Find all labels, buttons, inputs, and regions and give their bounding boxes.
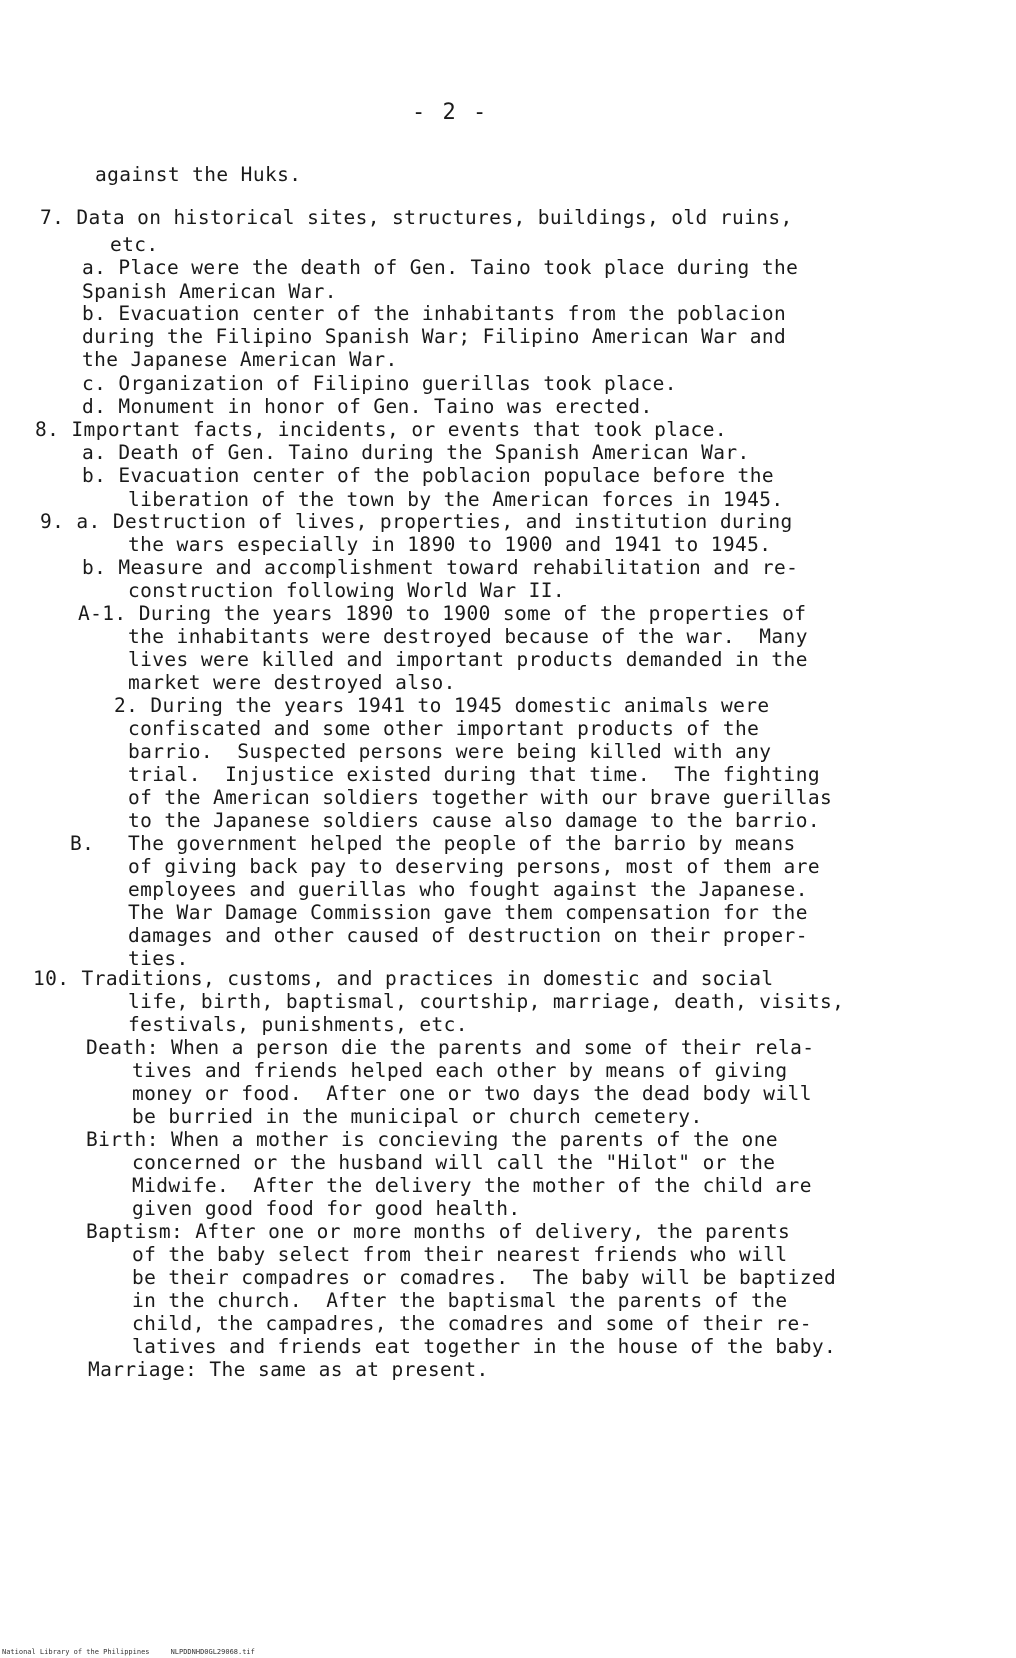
text-line: 8. Important facts, incidents, or events that took place. (35, 418, 727, 441)
text-line: festivals, punishments, etc. (128, 1013, 468, 1036)
text-line: construction following World War II. (128, 579, 566, 602)
footer-caption: National Library of the Philippines NLPDDNHD0GL29068.tif (2, 1648, 255, 1656)
text-line: d. Monument in honor of Gen. Taino was erected. (82, 395, 653, 418)
text-line: liberation of the town by the American forces in 1945. (128, 488, 784, 511)
text-line: given good food for good health. (132, 1197, 521, 1220)
text-line: b. Measure and accomplishment toward rehabilitation and re- (82, 556, 799, 579)
text-line: in the church. After the baptismal the parents of the (132, 1289, 788, 1312)
text-line: ties. (128, 947, 189, 970)
text-line: money or food. After one or two days the dead body will (132, 1082, 812, 1105)
text-line: Birth: When a mother is concieving the parents of the one (86, 1128, 778, 1151)
text-line: during the Filipino Spanish War; Filipino American War and (82, 325, 787, 348)
text-line: Baptism: After one or more months of delivery, the parents (86, 1220, 791, 1243)
text-line: of the American soldiers together with our brave guerillas (128, 786, 833, 809)
text-line: 7. Data on historical sites, structures, buildings, old ruins, (40, 206, 793, 229)
text-line: damages and other caused of destruction on their proper- (128, 924, 808, 947)
text-line: to the Japanese soldiers cause also damage to the barrio. (128, 809, 820, 832)
text-line: of the baby select from their nearest friends who will (132, 1243, 788, 1266)
text-line: Midwife. After the delivery the mother of the child are (132, 1174, 812, 1197)
text-line: b. Evacuation center of the poblacion populace before the (82, 464, 774, 487)
text-line: The War Damage Commission gave them compensation for the (128, 901, 808, 924)
text-line: be their compadres or comadres. The baby will be baptized (132, 1266, 837, 1289)
text-line: The government helped the people of the barrio by means (128, 832, 796, 855)
text-line: 2. During the years 1941 to 1945 domestic animals were (114, 694, 770, 717)
text-line: lives were killed and important products demanded in the (128, 648, 808, 671)
text-line: the wars especially in 1890 to 1900 and 1941 to 1945. (128, 533, 772, 556)
text-line: confiscated and some other important products of the (128, 717, 760, 740)
text-line: a. Death of Gen. Taino during the Spanish American War. (82, 441, 750, 464)
text-line: Marriage: The same as at present. (88, 1358, 489, 1381)
text-line: the Japanese American War. (82, 348, 398, 371)
section-label: B. (70, 832, 95, 855)
page-number: - 2 - (412, 100, 489, 125)
text-line: b. Evacuation center of the inhabitants from the poblacion (82, 302, 787, 325)
text-line: tives and friends helped each other by means of giving (132, 1059, 788, 1082)
text-line: Spanish American War. (82, 280, 337, 303)
text-line: a. Place were the death of Gen. Taino took place during the (82, 256, 799, 279)
text-line: against the Huks. (95, 163, 302, 186)
text-line: the inhabitants were destroyed because of the war. Many (128, 625, 808, 648)
text-line: A-1. During the years 1890 to 1900 some of the properties of (78, 602, 807, 625)
text-line: employees and guerillas who fought against the Japanese. (128, 878, 808, 901)
text-line: etc. (110, 233, 159, 256)
text-line: Death: When a person die the parents and some of their rela- (86, 1036, 815, 1059)
text-line: of giving back pay to deserving persons, most of them are (128, 855, 820, 878)
text-line: trial. Injustice existed during that time. The fighting (128, 763, 820, 786)
text-line: c. Organization of Filipino guerillas took place. (82, 372, 677, 395)
text-line: latives and friends eat together in the house of the baby. (132, 1335, 837, 1358)
text-line: 10. Traditions, customs, and practices in domestic and social (33, 967, 774, 990)
text-line: be burried in the municipal or church cemetery. (132, 1105, 703, 1128)
text-line: 9. a. Destruction of lives, properties, and institution during (40, 510, 793, 533)
text-line: concerned or the husband will call the "Hilot" or the (132, 1151, 776, 1174)
text-line: child, the campadres, the comadres and some of their re- (132, 1312, 812, 1335)
text-line: market were destroyed also. (128, 671, 456, 694)
text-line: life, birth, baptismal, courtship, marriage, death, visits, (128, 990, 845, 1013)
text-line: barrio. Suspected persons were being killed with any (128, 740, 772, 763)
